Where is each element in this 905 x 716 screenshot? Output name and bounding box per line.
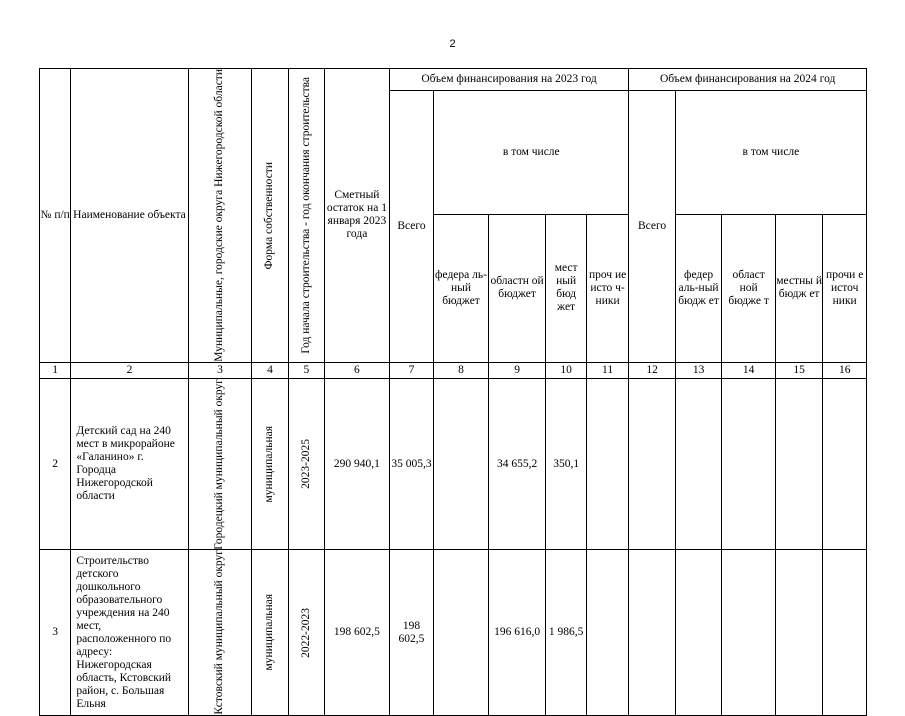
header-other-2024: прочи е источ ники	[823, 214, 867, 362]
total-2024	[629, 550, 676, 716]
balance: 290 940,1	[325, 378, 390, 550]
header-reg-2024: област ной бюдже т	[722, 214, 776, 362]
header-col-district: Муниципальные, городские округа Нижегородской области	[188, 69, 252, 363]
fed-2024	[675, 378, 722, 550]
other-2024	[823, 378, 867, 550]
row-num: 3	[40, 550, 71, 716]
header-reg-2023: областн ой бюджет	[488, 214, 546, 362]
col-number: 15	[775, 362, 823, 378]
fed-2023	[434, 550, 489, 716]
financing-table	[39, 68, 867, 716]
years: 2022-2023	[288, 550, 324, 716]
other-2023	[586, 378, 628, 550]
table-row	[40, 378, 867, 550]
header-col-ownership: Форма собственности	[252, 69, 288, 363]
ownership: муниципальная	[252, 550, 288, 716]
header-fed-2023: федера ль-ный бюджет	[434, 214, 489, 362]
object-name: Детский сад на 240 мест в микрорайоне «Галанино» г. Городца Нижегородской области	[71, 378, 188, 550]
header-fin-2024: Объем финансирования на 2024 год	[629, 69, 867, 91]
page-number: 2	[449, 38, 456, 50]
total-2023: 198 602,5	[389, 550, 433, 716]
loc-2024	[775, 378, 823, 550]
header-incl-2023: в том числе	[434, 91, 629, 215]
other-2024	[823, 550, 867, 716]
total-2023: 35 005,3	[389, 378, 433, 550]
header-total-2023: Всего	[389, 91, 433, 363]
header-fin-2023: Объем финансирования на 2023 год	[389, 69, 629, 91]
header-fed-2024: федер аль-ный бюдж ет	[675, 214, 722, 362]
ownership: муниципальная	[252, 378, 288, 550]
header-loc-2024: местны й бюдж ет	[775, 214, 823, 362]
col-number: 11	[586, 362, 628, 378]
district: Кстовский муниципальный округ	[188, 550, 252, 716]
reg-2023: 34 655,2	[488, 378, 546, 550]
header-other-2023: проч ие исто ч-ники	[586, 214, 628, 362]
header-col-name: Наименование объекта	[71, 69, 188, 363]
district: Городецкий муниципальный округ	[188, 378, 252, 550]
col-number: 10	[546, 362, 586, 378]
header-loc-2023: мест ный бюд жет	[546, 214, 586, 362]
years: 2023-2025	[288, 378, 324, 550]
col-number: 2	[71, 362, 188, 378]
col-number: 4	[252, 362, 288, 378]
col-number: 12	[629, 362, 676, 378]
col-number: 5	[288, 362, 324, 378]
loc-2023: 1 986,5	[546, 550, 586, 716]
header-col-balance: Сметный остаток на 1 января 2023 года	[325, 69, 390, 363]
header-col-years: Год начала строительства - год окончания строительства	[288, 69, 324, 363]
col-number: 14	[722, 362, 776, 378]
col-number: 16	[823, 362, 867, 378]
reg-2024	[722, 378, 776, 550]
col-number: 7	[389, 362, 433, 378]
reg-2024	[722, 550, 776, 716]
reg-2023: 196 616,0	[488, 550, 546, 716]
col-number: 8	[434, 362, 489, 378]
col-number: 13	[675, 362, 722, 378]
col-number: 6	[325, 362, 390, 378]
loc-2023: 350,1	[546, 378, 586, 550]
col-number: 1	[40, 362, 71, 378]
row-num: 2	[40, 378, 71, 550]
loc-2024	[775, 550, 823, 716]
col-number: 3	[188, 362, 252, 378]
total-2024	[629, 378, 676, 550]
header-incl-2024: в том числе	[675, 91, 866, 215]
header-total-2024: Всего	[629, 91, 676, 363]
fed-2024	[675, 550, 722, 716]
other-2023	[586, 550, 628, 716]
balance: 198 602,5	[325, 550, 390, 716]
header-col-num: № п/п	[40, 69, 71, 363]
table-row	[40, 550, 867, 716]
fed-2023	[434, 378, 489, 550]
object-name: Строительство детского дошкольного образовательного учреждения на 240 мест, расположенного по адресу: Нижегородская область, Кстовский район, с. Большая Ельня	[71, 550, 188, 716]
col-number: 9	[488, 362, 546, 378]
